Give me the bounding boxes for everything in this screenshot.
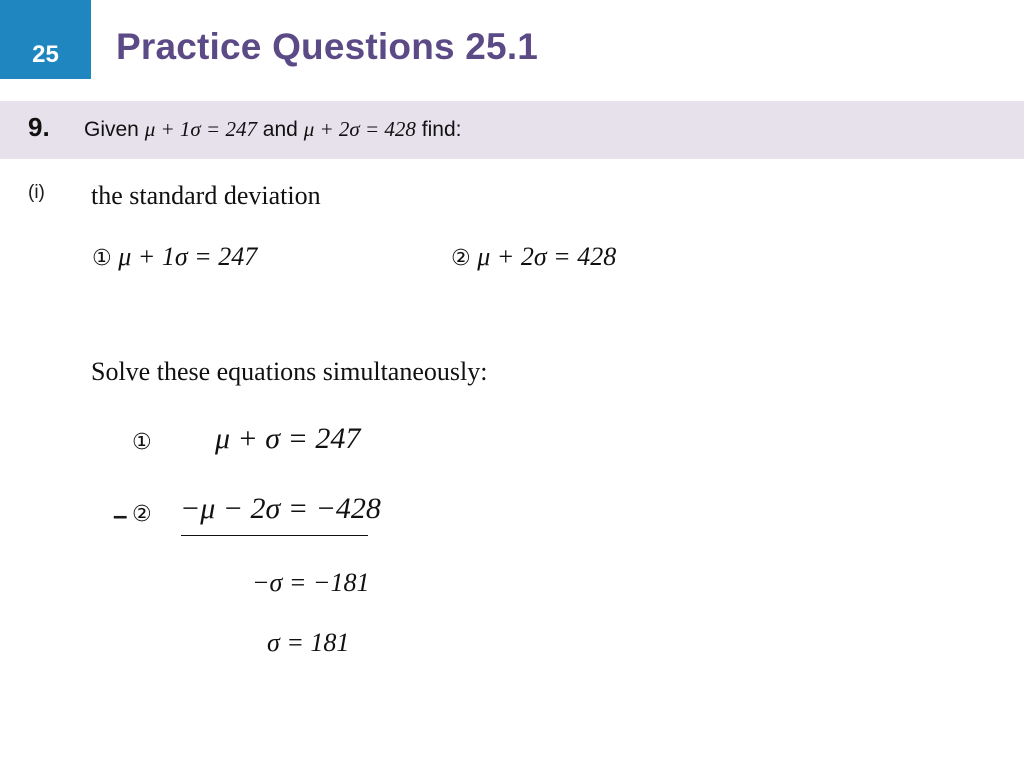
working-row2-marker: ② <box>132 502 152 527</box>
question-number: 9. <box>28 112 50 142</box>
given-equation-1: μ + 1σ = 247 <box>144 117 257 141</box>
chapter-badge <box>0 0 91 79</box>
equation-1 <box>92 242 257 272</box>
equation-1-text: μ + 1σ = 247 <box>118 242 258 271</box>
page-title: Practice Questions 25.1 <box>116 26 539 67</box>
given-word: Given <box>84 118 139 141</box>
equation-2 <box>451 242 616 272</box>
equation-2-text: μ + 2σ = 428 <box>477 242 617 271</box>
working-row1-marker: ① <box>132 430 152 455</box>
subtraction-line <box>181 535 368 536</box>
equation-1-marker: ① <box>92 246 112 271</box>
question-stem <box>84 117 461 142</box>
find-word: find: <box>421 118 462 141</box>
equation-2-marker: ② <box>451 246 471 271</box>
part-prompt: the standard deviation <box>91 181 321 210</box>
given-equation-2: μ + 2σ = 428 <box>303 117 416 141</box>
working-row1-equation: μ + σ = 247 <box>215 422 361 455</box>
working-result-1: −σ = −181 <box>252 568 370 597</box>
and-word: and <box>262 118 298 141</box>
subtract-sign: – <box>113 500 128 530</box>
working-result-2: σ = 181 <box>267 628 350 657</box>
instruction-text: Solve these equations simultaneously: <box>91 357 488 386</box>
chapter-number: 25 <box>32 41 59 68</box>
working-row2-equation: −μ − 2σ = −428 <box>180 492 381 525</box>
part-label: (i) <box>28 182 45 203</box>
